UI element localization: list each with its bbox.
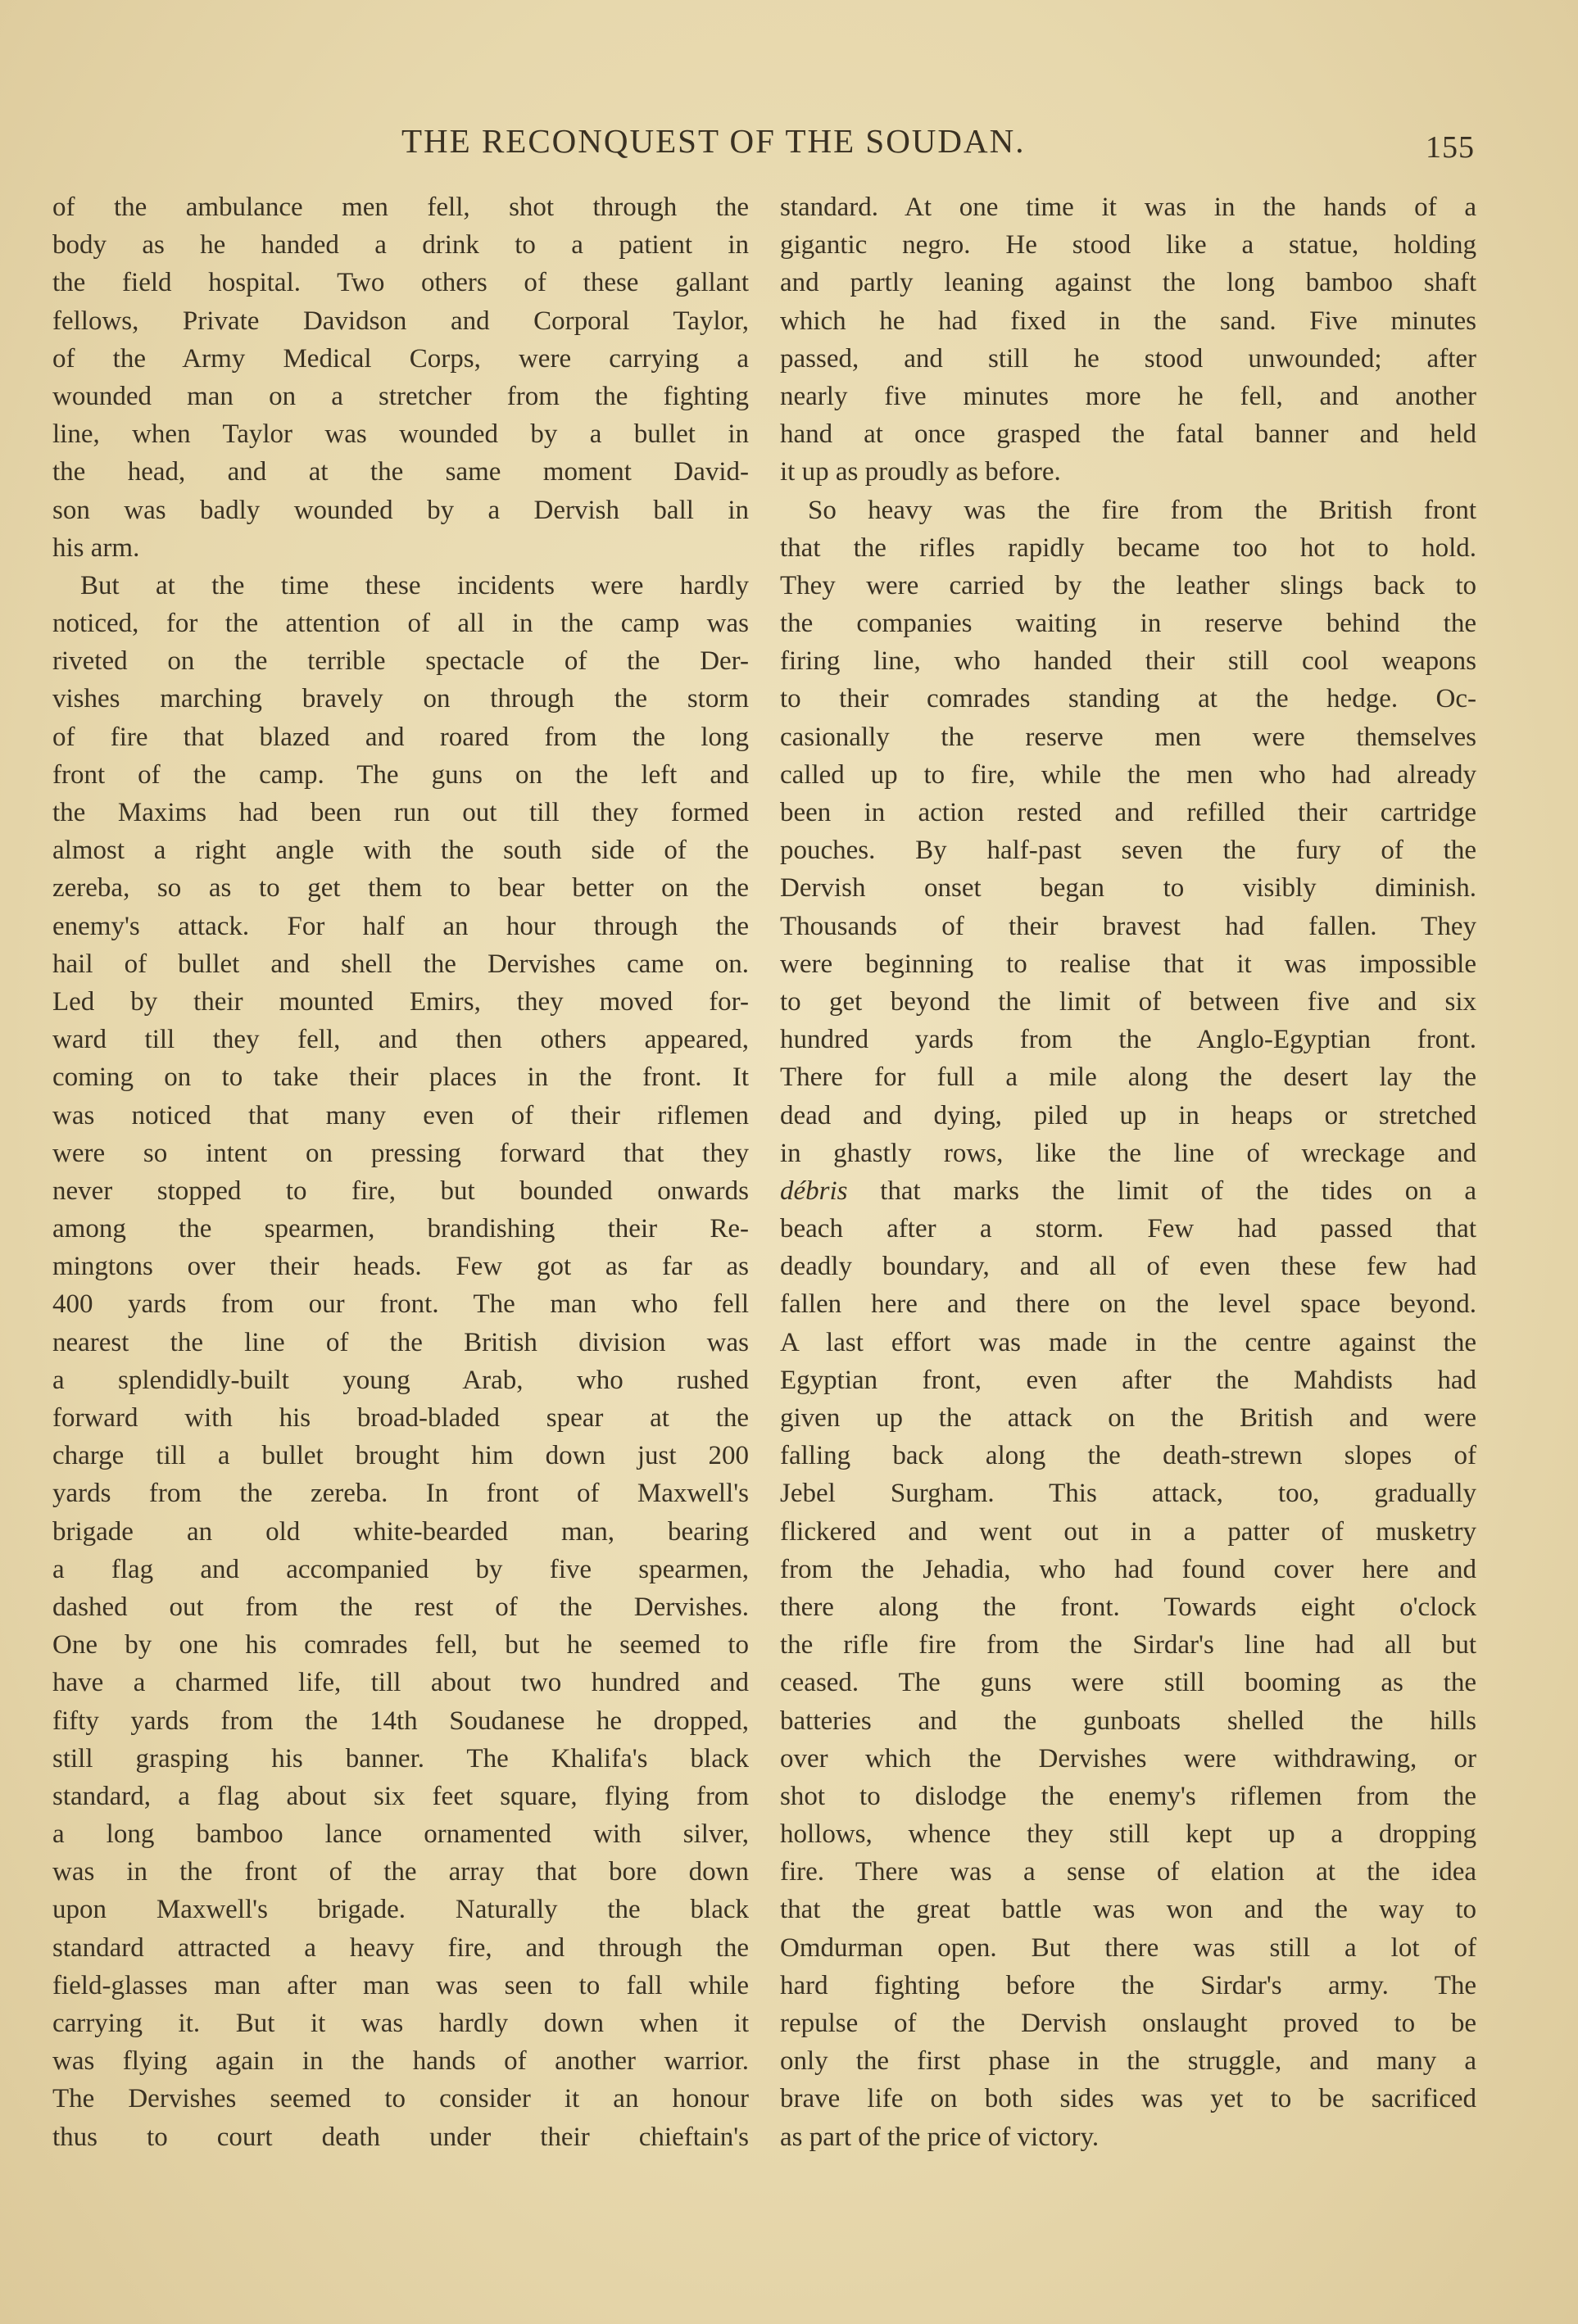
- text-line: the field hospital. Two others of these gallant: [52, 268, 749, 298]
- text-line: Thousands of their bravest had fallen. They: [780, 911, 1476, 941]
- text-line: were beginning to realise that it was impossible: [780, 949, 1476, 979]
- text-line: firing line, who handed their still cool weapons: [780, 646, 1476, 677]
- text-line: hard fighting before the Sirdar's army. The: [780, 1970, 1476, 2000]
- text-line: hundred yards from the Anglo-Egyptian front.: [780, 1025, 1476, 1055]
- text-line: They were carried by the leather slings back to: [780, 570, 1476, 600]
- text-line: ceased. The guns were still booming as the: [780, 1668, 1476, 1698]
- left-text-column: [52, 188, 749, 2156]
- text-line: shot to dislodge the enemy's riflemen from the: [780, 1781, 1476, 1811]
- text-line: A last effort was made in the centre against the: [780, 1327, 1476, 1357]
- text-line: to get beyond the limit of between five and six: [780, 986, 1476, 1017]
- text-line: forward with his broad-bladed spear at the: [52, 1403, 749, 1433]
- text-line: Dervish onset began to visibly diminish.: [780, 873, 1476, 904]
- text-line: mingtons over their heads. Few got as far as: [52, 1252, 749, 1282]
- text-line: brave life on both sides was yet to be sacrificed: [780, 2084, 1476, 2114]
- text-line: the companies waiting in reserve behind the: [780, 609, 1476, 639]
- text-line: fire. There was a sense of elation at the idea: [780, 1857, 1476, 1887]
- text-line: But at the time these incidents were hardly: [80, 570, 749, 600]
- text-line: Led by their mounted Emirs, they moved for-: [52, 986, 749, 1017]
- text-line: hail of bullet and shell the Dervishes came on.: [52, 949, 749, 979]
- text-line: his arm.: [52, 532, 140, 563]
- text-line: standard. At one time it was in the hands of a: [780, 193, 1476, 222]
- text-line: dead and dying, piled up in heaps or stretched: [780, 1100, 1476, 1130]
- text-line: fellows, Private Davidson and Corporal Taylor,: [52, 306, 749, 336]
- text-line: dashed out from the rest of the Dervishes.: [52, 1592, 749, 1622]
- text-line: been in action rested and refilled their cartridge: [780, 798, 1476, 827]
- text-line: pouches. By half-past seven the fury of the: [780, 836, 1476, 866]
- text-line: [780, 1172, 1476, 1210]
- text-line: coming on to take their places in the front. It: [52, 1062, 749, 1093]
- text-line: were so intent on pressing forward that they: [52, 1138, 749, 1168]
- text-line: which he had fixed in the sand. Five minutes: [780, 306, 1476, 336]
- text-line: standard, a flag about six feet square, flying from: [52, 1781, 749, 1811]
- text-line: hollows, whence they still kept up a dropping: [780, 1819, 1476, 1850]
- text-line: still grasping his banner. The Khalifa's black: [52, 1743, 749, 1774]
- right-text-column: [780, 188, 1476, 2156]
- text-line: the Maxims had been run out till they formed: [52, 798, 749, 827]
- text-line: was flying again in the hands of another warrior.: [52, 2046, 749, 2077]
- text-line: carrying it. But it was hardly down when it: [52, 2009, 749, 2038]
- text-line: flickered and went out in a patter of musketry: [780, 1516, 1476, 1547]
- text-line: in ghastly rows, like the line of wreckage and: [780, 1138, 1476, 1168]
- text-line: repulse of the Dervish onslaught proved to be: [780, 2009, 1476, 2038]
- text-line: of fire that blazed and roared from the long: [52, 722, 749, 752]
- text-line: from the Jehadia, who had found cover here and: [780, 1554, 1476, 1584]
- text-line: son was badly wounded by a Dervish ball in: [52, 495, 749, 525]
- text-line: yards from the zereba. In front of Maxwell's: [52, 1479, 749, 1509]
- text-line: thus to court death under their chieftain's: [52, 2122, 749, 2152]
- text-line: a long bamboo lance ornamented with silver,: [52, 1819, 749, 1850]
- text-line: deadly boundary, and all of even these few had: [780, 1252, 1476, 1282]
- text-line: So heavy was the fire from the British front: [808, 495, 1476, 525]
- text-line: given up the attack on the British and were: [780, 1403, 1476, 1433]
- text-line: that the rifles rapidly became too hot to hold.: [780, 532, 1476, 563]
- text-line: brigade an old white-bearded man, bearing: [52, 1516, 749, 1547]
- text-line: Egyptian front, even after the Mahdists had: [780, 1365, 1476, 1395]
- text-line: fifty yards from the 14th Soudanese he dropped,: [52, 1706, 749, 1736]
- text-line: it up as proudly as before.: [780, 457, 1061, 487]
- text-line: only the first phase in the struggle, and many a: [780, 2046, 1476, 2077]
- text-line: enemy's attack. For half an hour through the: [52, 911, 749, 941]
- running-title: THE RECONQUEST OF THE SOUDAN.: [401, 122, 1026, 160]
- text-line: to their comrades standing at the hedge. Oc-: [780, 684, 1476, 714]
- text-line: fallen here and there on the level space beyond.: [780, 1289, 1476, 1320]
- text-line: never stopped to fire, but bounded onwards: [52, 1176, 749, 1206]
- text-line: upon Maxwell's brigade. Naturally the black: [52, 1895, 749, 1925]
- text-line: called up to fire, while the men who had already: [780, 759, 1476, 790]
- text-line: 400 yards from our front. The man who fell: [52, 1289, 749, 1320]
- text-line: casionally the reserve men were themselves: [780, 722, 1476, 752]
- text-line: that the great battle was won and the way to: [780, 1895, 1476, 1925]
- text-line: a flag and accompanied by five spearmen,: [52, 1554, 749, 1584]
- text-line: was noticed that many even of their riflemen: [52, 1100, 749, 1130]
- text-line: noticed, for the attention of all in the camp was: [52, 609, 749, 639]
- text-line: and partly leaning against the long bamboo shaft: [780, 268, 1476, 298]
- text-line: One by one his comrades fell, but he seemed to: [52, 1630, 749, 1660]
- page-number: 155: [1426, 130, 1475, 165]
- text-line: zereba, so as to get them to bear better on the: [52, 873, 749, 904]
- text-line: a splendidly-built young Arab, who rushed: [52, 1365, 749, 1395]
- text-line: There for full a mile along the desert lay the: [780, 1062, 1476, 1093]
- text-line: ward till they fell, and then others appeared,: [52, 1025, 749, 1055]
- text-line: nearest the line of the British division was: [52, 1327, 749, 1357]
- text-line: Jebel Surgham. This attack, too, gradually: [780, 1479, 1476, 1509]
- text-line: falling back along the death-strewn slopes of: [780, 1441, 1476, 1471]
- text-line: as part of the price of victory.: [780, 2122, 1100, 2152]
- text-line: standard attracted a heavy fire, and through the: [52, 1932, 749, 1963]
- text-line: passed, and still he stood unwounded; after: [780, 343, 1476, 374]
- text-line: nearly five minutes more he fell, and another: [780, 381, 1476, 411]
- text-line: of the Army Medical Corps, were carrying a: [52, 343, 749, 374]
- text-line: line, when Taylor was wounded by a bullet in: [52, 419, 749, 450]
- text-line: have a charmed life, till about two hundred and: [52, 1668, 749, 1698]
- text-line: of the ambulance men fell, shot through the: [52, 193, 749, 222]
- text-line: riveted on the terrible spectacle of the Der-: [52, 646, 749, 677]
- text-line: the rifle fire from the Sirdar's line had all but: [780, 1630, 1476, 1660]
- italic-word: débris: [780, 1176, 848, 1206]
- text-line: the head, and at the same moment David-: [52, 457, 749, 487]
- text-line: beach after a storm. Few had passed that: [780, 1214, 1476, 1244]
- text-line: The Dervishes seemed to consider it an honour: [52, 2084, 749, 2114]
- text-line: batteries and the gunboats shelled the hills: [780, 1706, 1476, 1736]
- text-line: hand at once grasped the fatal banner and held: [780, 419, 1476, 450]
- text-line: vishes marching bravely on through the storm: [52, 684, 749, 714]
- text-line: field-glasses man after man was seen to fall while: [52, 1970, 749, 2000]
- text-line: gigantic negro. He stood like a statue, holding: [780, 230, 1476, 260]
- text-line: there along the front. Towards eight o'clock: [780, 1592, 1476, 1622]
- text-line: among the spearmen, brandishing their Re-: [52, 1214, 749, 1244]
- text-line: almost a right angle with the south side of the: [52, 836, 749, 866]
- text-line: over which the Dervishes were withdrawing, or: [780, 1743, 1476, 1774]
- running-head: [0, 121, 1578, 165]
- text-line: front of the camp. The guns on the left and: [52, 759, 749, 790]
- text-line: wounded man on a stretcher from the fighting: [52, 381, 749, 411]
- line-text: that marks the limit of the tides on a: [880, 1176, 1476, 1206]
- text-line: body as he handed a drink to a patient in: [52, 230, 749, 260]
- text-line: Omdurman open. But there was still a lot of: [780, 1932, 1476, 1963]
- text-line: was in the front of the array that bore down: [52, 1857, 749, 1887]
- text-line: charge till a bullet brought him down just 200: [52, 1441, 749, 1471]
